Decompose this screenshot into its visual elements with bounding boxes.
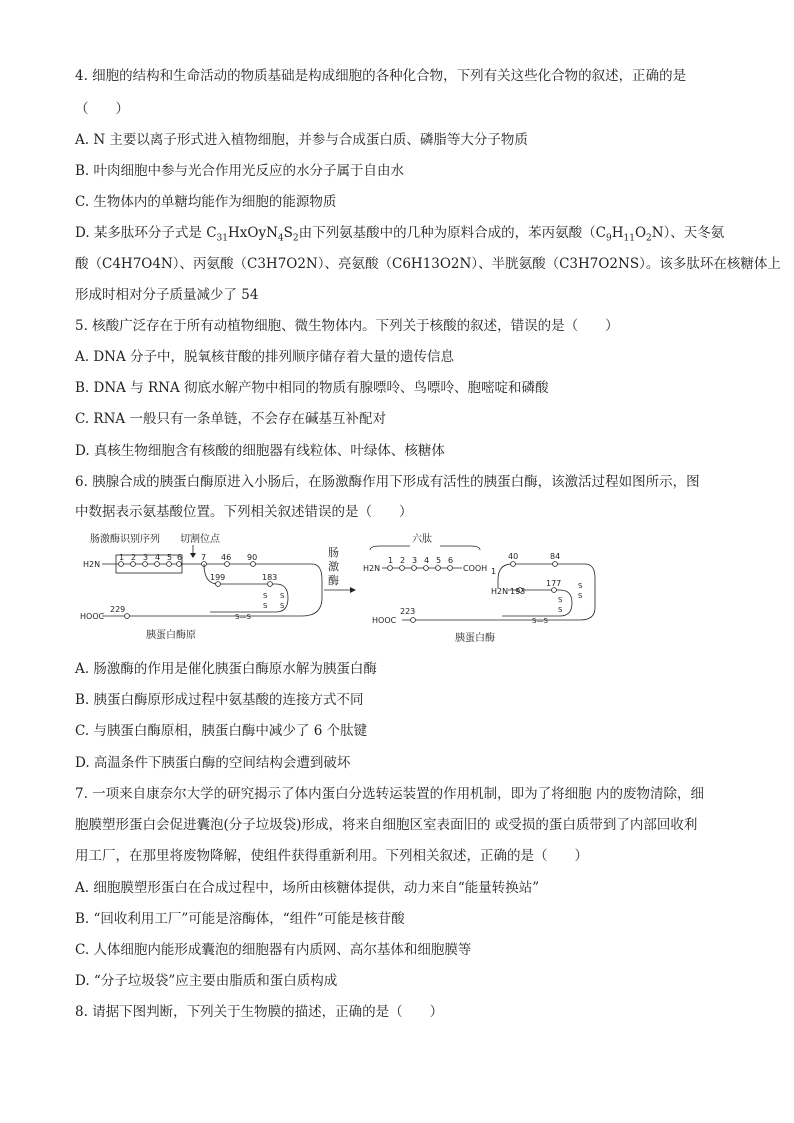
q7-option-c: C. 人体细胞内能形成囊泡的细胞器有内质网、高尔基体和细胞膜等 [75, 942, 472, 958]
q5-option-d: D. 真核生物细胞含有核酸的细胞器有线粒体、叶绿体、核糖体 [75, 443, 445, 459]
q8-stem: 8. 请据下图判断，下列关于生物膜的描述，正确的是（ ） [75, 1004, 444, 1020]
bead-177 [552, 588, 557, 593]
q4-option-c: C. 生物体内的单糖均能作为细胞的能源物质 [75, 194, 337, 210]
q4-option-d-line2: 酸（C4H7O4N）、丙氨酸（C3H7O2N）、亮氨酸（C6H13O2N）、半胱氨酸（C3H7O2NS）。该多肽环在核糖体上 [75, 256, 781, 272]
cut-arrow-head [190, 553, 196, 558]
right-num-193: 193 [510, 587, 526, 596]
seq-4: 4 [155, 553, 161, 562]
left-ss-vertical-2: S [263, 602, 268, 610]
left-ss-vertical-3: S [280, 592, 285, 600]
bead-199 [216, 582, 221, 587]
left-num-199: 199 [210, 573, 226, 582]
seq-3: 3 [143, 553, 149, 562]
right-num-1: 1 [491, 567, 497, 576]
q6-option-c: C. 与胰蛋白酶原相，胰蛋白酶中减少了 6 个肽键 [75, 723, 368, 739]
h2n-inner: H2N [491, 587, 509, 596]
q4-stem-line2: （ ） [75, 101, 129, 117]
right-ss-bottom: S—S [532, 617, 548, 625]
r-seq-6: 6 [448, 556, 454, 565]
q6-stem-line1: 6. 胰腺合成的胰蛋白酶原进入小肠后，在肠激酶作用下形成有活性的胰蛋白酶，该激活过程如图所示，图 [75, 474, 700, 490]
label-cut-site: 切割位点 [180, 534, 220, 545]
bead-84 [553, 562, 558, 567]
q7-option-d: D. “分子垃圾袋”应主要由脂质和蛋白质构成 [75, 973, 338, 989]
r-seq-4: 4 [424, 556, 430, 565]
q5-option-a: A. DNA 分子中，脱氧核苷酸的排列顺序储存着大量的遗传信息 [75, 349, 455, 365]
q7-option-a: A. 细胞膜塑形蛋白在合成过程中，场所由核糖体提供，动力来自“能量转换站” [75, 880, 540, 896]
q7-stem-line2: 胞膜塑形蛋白会促进囊泡(分子垃圾袋)形成，将来自细胞区室表面旧的 或受损的蛋白质带到了内部回收利 [75, 817, 698, 833]
h2n-left: H2N [83, 560, 101, 569]
label-hexapeptide: 六肽 [412, 534, 432, 545]
left-inner-loop [204, 564, 288, 612]
q5-option-c: C. RNA 一般只有一条单链，不会存在碱基互补配对 [75, 411, 386, 427]
bead-40 [511, 562, 516, 567]
seq-1: 1 [119, 553, 125, 562]
left-num-46: 46 [221, 553, 232, 562]
right-ss-vertical-1: S [558, 596, 563, 604]
right-num-177: 177 [546, 579, 562, 588]
q5-option-b: B. DNA 与 RNA 彻底水解产物中相同的物质有腺嘌呤、鸟嘌呤、胞嘧啶和磷酸 [75, 380, 549, 396]
left-num-183: 183 [262, 573, 278, 582]
enzyme-char-1: 肠 [328, 546, 339, 559]
cooh-right: COOH [463, 564, 488, 573]
q6-stem-line2: 中数据表示氨基酸位置。下列相关叙述错误的是（ ） [75, 504, 413, 520]
bead-229 [125, 614, 130, 619]
label-trypsin: 胰蛋白酶 [455, 633, 495, 644]
q5-stem: 5. 核酸广泛存在于所有动植物细胞、微生物体内。下列关于核酸的叙述，错误的是（ ） [75, 318, 619, 334]
bead-183 [268, 582, 273, 587]
left-num-229: 229 [110, 605, 126, 614]
q7-stem-line3: 用工厂，在那里将废物降解，使组件获得重新利用。下列相关叙述，正确的是（ ） [75, 848, 588, 864]
hooc-right: HOOC [372, 616, 397, 625]
q7-option-b: B. “回收利用工厂”可能是溶酶体，“组件”可能是核苷酸 [75, 911, 405, 927]
bead-223 [411, 618, 416, 623]
r-seq-5: 5 [436, 556, 442, 565]
label-recognition-seq: 肠激酶识别序列 [90, 534, 160, 545]
q6-option-a: A. 肠激酶的作用是催化胰蛋白酶原水解为胰蛋白酶 [75, 661, 377, 677]
left-ss-bottom: S—S [235, 613, 251, 621]
r-seq-2: 2 [400, 556, 406, 565]
right-ss-vertical-4: S [578, 592, 583, 600]
hexapeptide-brace [370, 546, 480, 550]
left-ss-vertical-1: S [263, 592, 268, 600]
h2n-right: H2N [363, 564, 381, 573]
right-num-223: 223 [400, 607, 416, 616]
right-num-84: 84 [550, 552, 561, 561]
q4-option-d-line3: 形成时相对分子质量减少了 54 [75, 287, 259, 303]
q4-option-b: B. 叶肉细胞中参与光合作用光反应的水分子属于自由水 [75, 163, 405, 179]
q6-option-b: B. 胰蛋白酶原形成过程中氨基酸的连接方式不同 [75, 692, 364, 708]
reaction-arrow-head [350, 587, 356, 593]
right-num-40: 40 [508, 552, 519, 561]
q4-stem-line1: 4. 细胞的结构和生命活动的物质基础是构成细胞的各种化合物，下列有关这些化合物的叙述，正确的是 [75, 68, 687, 84]
left-chain-outline [102, 564, 322, 616]
r-seq-1: 1 [388, 556, 394, 565]
right-ss-vertical-2: S [558, 606, 563, 614]
q4-option-d-line1: D. 某多肽环分子式是 $C_{31}HxOyN_4S_2$由下列氨基酸中的几种为原料合成的，苯丙氨酸$(C_9H_{11}O_2N)$、天冬氨 [75, 225, 725, 244]
r-seq-3: 3 [412, 556, 418, 565]
seq-2: 2 [131, 553, 137, 562]
q7-stem-line1: 7. 一项来自康奈尔大学的研究揭示了体内蛋白分选转运装置的作用机制，即为了将细胞 内的废物清除，细 [75, 786, 704, 802]
seq-5: 5 [167, 553, 173, 562]
right-ss-vertical-3: S [578, 582, 583, 590]
q6-option-d: D. 高温条件下胰蛋白酶的空间结构会遭到破坏 [75, 755, 351, 771]
hooc-left: HOOC [80, 612, 105, 621]
enzyme-char-3: 酶 [328, 574, 339, 587]
enzyme-char-2: 激 [328, 560, 339, 573]
left-num-7: 7 [201, 553, 207, 562]
seq-6: 6 [177, 553, 183, 562]
label-trypsinogen: 胰蛋白酶原 [146, 630, 196, 641]
left-ss-vertical-4: S [280, 602, 285, 610]
q4-option-a: A. N 主要以离子形式进入植物细胞，并参与合成蛋白质、磷脂等大分子物质 [75, 132, 528, 148]
left-num-90: 90 [247, 553, 258, 562]
trypsinogen-activation-diagram [80, 528, 720, 646]
